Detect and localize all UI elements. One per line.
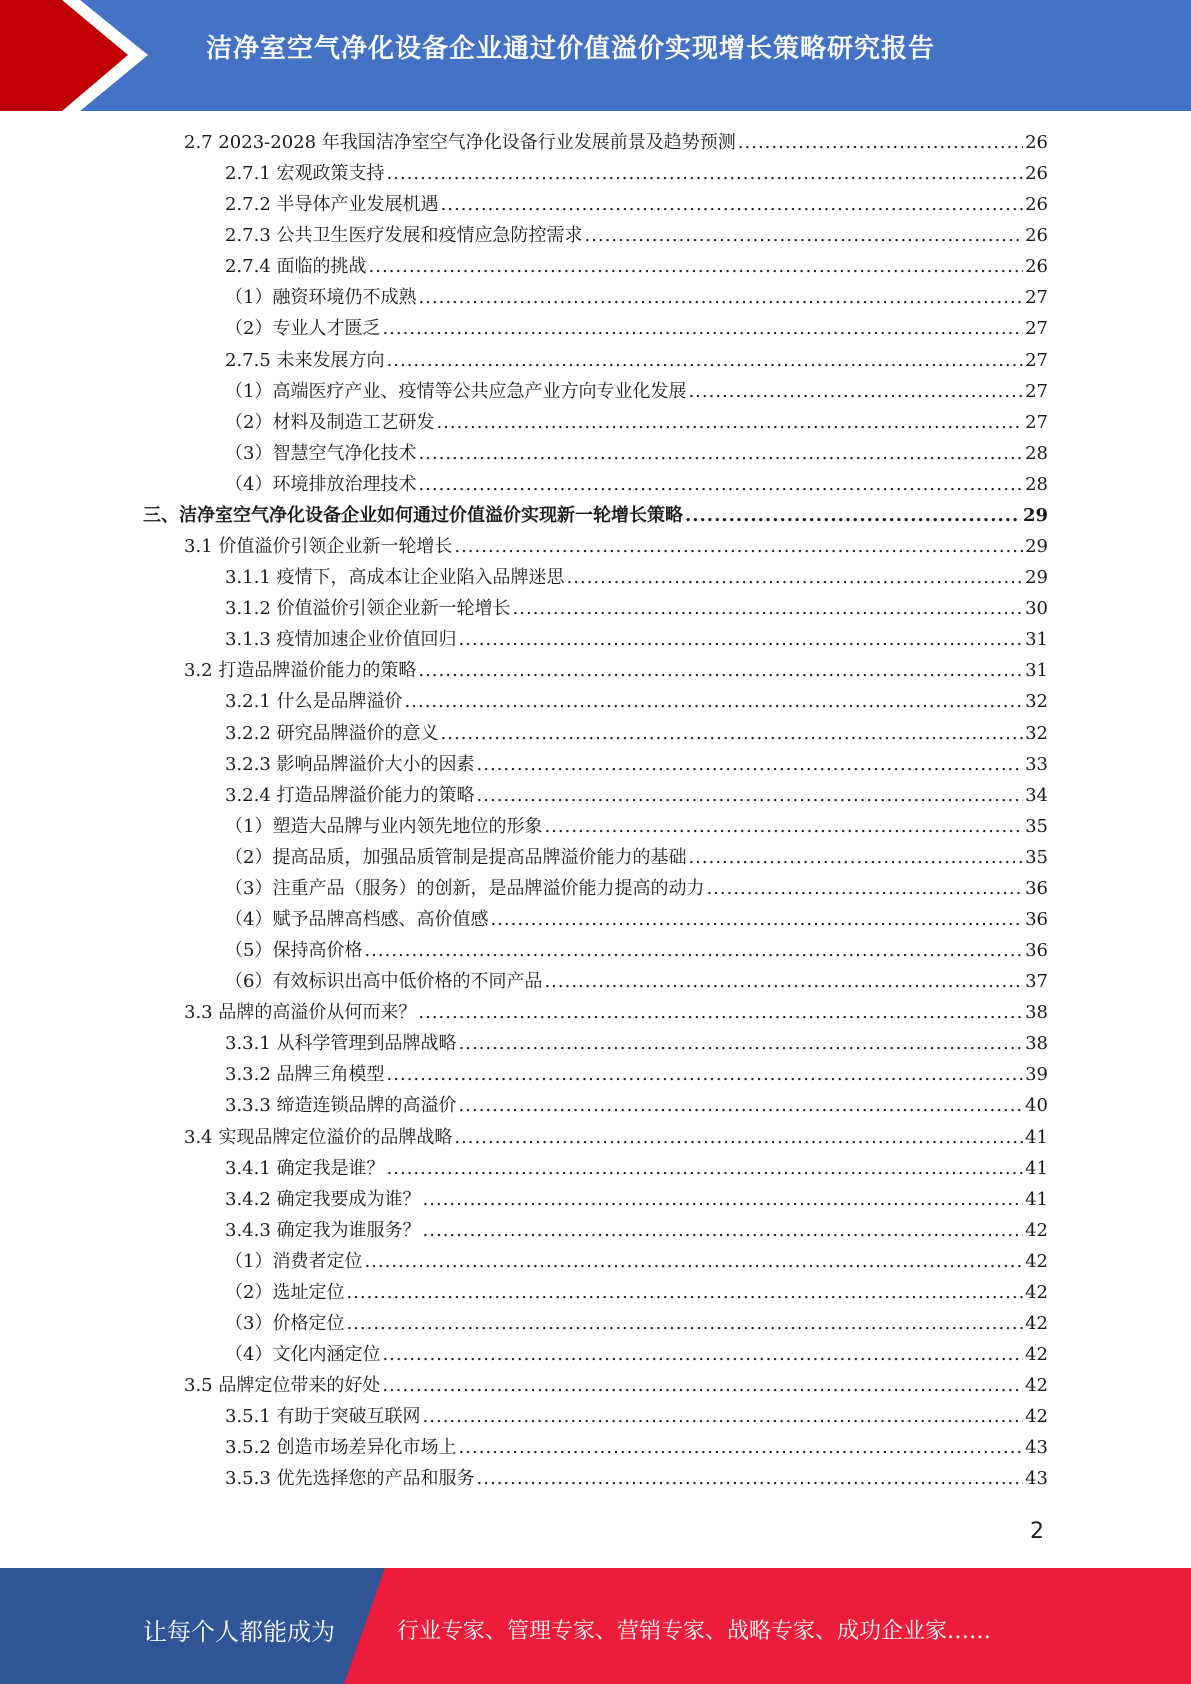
toc-entry-label: 3.5.3 优先选择您的产品和服务 — [225, 1468, 475, 1489]
toc-dot-leader — [544, 966, 1023, 997]
toc-dot-leader — [688, 842, 1023, 873]
toc-entry[interactable] — [225, 873, 1048, 904]
toc-entry-label: 3.2.3 影响品牌溢价大小的因素 — [225, 754, 475, 775]
toc-entry[interactable] — [225, 313, 1048, 344]
toc-entry[interactable] — [225, 935, 1048, 966]
toc-entry-page: 28 — [1025, 443, 1048, 464]
toc-dot-leader — [369, 251, 1024, 282]
toc-entry-page: 42 — [1025, 1344, 1048, 1365]
toc-entry[interactable] — [225, 1277, 1048, 1308]
toc-entry-page: 42 — [1025, 1406, 1048, 1427]
toc-entry[interactable] — [225, 1463, 1048, 1494]
toc-entry-page: 31 — [1025, 660, 1048, 681]
page-header — [0, 0, 1191, 111]
toc-dot-leader — [418, 438, 1023, 469]
toc-dot-leader — [346, 1277, 1023, 1308]
toc-entry-label: （3）智慧空气净化技术 — [225, 443, 417, 464]
toc-entry-page: 42 — [1025, 1251, 1048, 1272]
toc-entry-page: 27 — [1025, 287, 1048, 308]
toc-entry[interactable] — [225, 282, 1048, 313]
toc-entry-label: 3.3.2 品牌三角模型 — [225, 1064, 385, 1085]
toc-entry-label: 3.2.4 打造品牌溢价能力的策略 — [225, 785, 475, 806]
toc-entry-label: 三、洁净室空气净化设备企业如何通过价值溢价实现新一轮增长策略 — [143, 505, 683, 526]
toc-dot-leader — [387, 345, 1024, 376]
toc-entry-page: 29 — [1022, 505, 1048, 526]
toc-entry[interactable] — [225, 1184, 1048, 1215]
toc-entry-page: 26 — [1025, 132, 1048, 153]
toc-entry[interactable] — [143, 500, 1048, 531]
toc-entry-label: （4）环境排放治理技术 — [225, 474, 417, 495]
toc-entry[interactable] — [225, 1246, 1048, 1277]
toc-entry[interactable] — [225, 189, 1048, 220]
toc-entry[interactable] — [225, 158, 1048, 189]
footer-slogan: 让每个人都能成为 — [143, 1618, 335, 1646]
toc-entry-label: 3.4 实现品牌定位溢价的品牌战略 — [184, 1127, 453, 1148]
toc-entry[interactable] — [225, 407, 1048, 438]
toc-entry[interactable] — [184, 1122, 1048, 1153]
toc-entry-label: 2.7.4 面临的挑战 — [225, 256, 367, 277]
toc-entry-page: 37 — [1025, 971, 1048, 992]
toc-entry[interactable] — [225, 1432, 1048, 1463]
toc-entry-page: 27 — [1025, 318, 1048, 339]
toc-entry-page: 32 — [1025, 723, 1048, 744]
toc-dot-leader — [513, 593, 1024, 624]
toc-entry-label: 3.3.1 从科学管理到品牌战略 — [225, 1033, 457, 1054]
toc-entry-page: 43 — [1025, 1437, 1048, 1458]
toc-entry-page: 33 — [1025, 754, 1048, 775]
toc-entry-page: 28 — [1025, 474, 1048, 495]
toc-entry[interactable] — [225, 1028, 1048, 1059]
toc-entry-page: 27 — [1025, 412, 1048, 433]
toc-entry-label: 2.7.3 公共卫生医疗发展和疫情应急防控需求 — [225, 225, 583, 246]
toc-entry-label: （2）选址定位 — [225, 1282, 345, 1303]
toc-dot-leader — [706, 873, 1023, 904]
toc-entry-page: 29 — [1025, 567, 1048, 588]
toc-dot-leader — [423, 1401, 1024, 1432]
toc-entry-page: 42 — [1025, 1313, 1048, 1334]
toc-entry-page: 38 — [1025, 1002, 1048, 1023]
toc-entry[interactable] — [225, 1339, 1048, 1370]
toc-entry[interactable] — [225, 1059, 1048, 1090]
toc-entry[interactable] — [184, 655, 1048, 686]
toc-entry-page: 41 — [1025, 1189, 1048, 1210]
toc-entry[interactable] — [225, 438, 1048, 469]
toc-dot-leader — [477, 749, 1024, 780]
toc-entry[interactable] — [225, 593, 1048, 624]
toc-entry-label: 3.5.2 创造市场差异化市场上 — [225, 1437, 457, 1458]
toc-entry[interactable] — [225, 904, 1048, 935]
toc-dot-leader — [423, 1184, 1024, 1215]
toc-entry-page: 29 — [1025, 536, 1048, 557]
toc-entry-page: 38 — [1025, 1033, 1048, 1054]
toc-entry-page: 31 — [1025, 629, 1048, 650]
toc-entry-label: 3.4.2 确定我要成为谁？ — [225, 1189, 421, 1210]
toc-entry-label: 3.1.1 疫情下，高成本让企业陷入品牌迷思 — [225, 567, 565, 588]
toc-entry[interactable] — [225, 1308, 1048, 1339]
toc-entry[interactable] — [225, 251, 1048, 282]
toc-entry-page: 35 — [1025, 816, 1048, 837]
toc-entry-page: 34 — [1025, 785, 1048, 806]
toc-entry-label: 3.1.2 价值溢价引领企业新一轮增长 — [225, 598, 511, 619]
toc-dot-leader — [477, 1463, 1024, 1494]
toc-dot-leader — [688, 376, 1023, 407]
toc-entry[interactable] — [225, 469, 1048, 500]
toc-entry-label: 3.4.3 确定我为谁服务？ — [225, 1220, 421, 1241]
toc-entry-label: （1）高端医疗产业、疫情等公共应急产业方向专业化发展 — [225, 381, 687, 402]
toc-entry-label: 3.2.1 什么是品牌溢价 — [225, 691, 403, 712]
toc-entry[interactable] — [225, 686, 1048, 717]
toc-dot-leader — [477, 780, 1024, 811]
toc-entry[interactable] — [225, 842, 1048, 873]
toc-entry-page: 42 — [1025, 1375, 1048, 1396]
toc-entry-label: （1）塑造大品牌与业内领先地位的形象 — [225, 816, 543, 837]
toc-dot-leader — [441, 718, 1024, 749]
footer-roles: 行业专家、管理专家、营销专家、战略专家、成功企业家…… — [397, 1619, 992, 1644]
toc-entry[interactable] — [184, 531, 1048, 562]
toc-entry-page: 39 — [1025, 1064, 1048, 1085]
toc-dot-leader — [441, 189, 1024, 220]
toc-dot-leader — [346, 1308, 1023, 1339]
page-number: 2 — [1030, 1519, 1044, 1544]
toc-entry-label: （4）赋予品牌高档感、高价值感 — [225, 909, 489, 930]
toc-entry-label: 2.7 2023-2028 年我国洁净室空气净化设备行业发展前景及趋势预测 — [184, 132, 736, 153]
toc-dot-leader — [454, 1122, 1023, 1153]
toc-dot-leader — [459, 1432, 1024, 1463]
toc-entry-page: 41 — [1025, 1127, 1048, 1148]
toc-entry-label: 2.7.5 未来发展方向 — [225, 350, 385, 371]
toc-entry-page: 42 — [1025, 1282, 1048, 1303]
toc-entry-page: 42 — [1025, 1220, 1048, 1241]
toc-entry-label: （2）专业人才匮乏 — [225, 318, 381, 339]
toc-entry[interactable] — [225, 966, 1048, 997]
toc-entry-page: 27 — [1025, 381, 1048, 402]
toc-entry-label: （6）有效标识出高中低价格的不同产品 — [225, 971, 543, 992]
toc-entry-label: 2.7.2 半导体产业发展机遇 — [225, 194, 439, 215]
toc-entry[interactable] — [225, 624, 1048, 655]
page-footer — [0, 1568, 1191, 1684]
toc-entry-label: 3.1.3 疫情加速企业价值回归 — [225, 629, 457, 650]
toc-entry[interactable] — [225, 562, 1048, 593]
toc-entry-page: 26 — [1025, 225, 1048, 246]
toc-entry-label: 3.3.3 缔造连锁品牌的高溢价 — [225, 1095, 457, 1116]
toc-entry-label: （2）提高品质，加强品质管制是提高品牌溢价能力的基础 — [225, 847, 687, 868]
toc-entry[interactable] — [225, 811, 1048, 842]
toc-dot-leader — [418, 469, 1023, 500]
toc-dot-leader — [387, 1153, 1024, 1184]
toc-entry-page: 26 — [1025, 194, 1048, 215]
toc-dot-leader — [459, 1028, 1024, 1059]
toc-entry-page: 36 — [1025, 909, 1048, 930]
toc-entry-page: 32 — [1025, 691, 1048, 712]
toc-entry[interactable] — [225, 1153, 1048, 1184]
toc-entry[interactable] — [184, 1370, 1048, 1401]
toc-entry-page: 27 — [1025, 350, 1048, 371]
toc-dot-leader — [364, 1246, 1023, 1277]
toc-dot-leader — [418, 655, 1023, 686]
toc-entry[interactable] — [225, 345, 1048, 376]
toc-entry-label: 3.2 打造品牌溢价能力的策略 — [184, 660, 417, 681]
toc-entry-page: 26 — [1025, 163, 1048, 184]
toc-entry-label: （4）文化内涵定位 — [225, 1344, 381, 1365]
toc-entry[interactable] — [225, 780, 1048, 811]
toc-dot-leader — [382, 1339, 1023, 1370]
toc-entry-label: 3.1 价值溢价引领企业新一轮增长 — [184, 536, 453, 557]
toc-entry-label: （1）消费者定位 — [225, 1251, 363, 1272]
toc-entry-label: （1）融资环境仍不成熟 — [225, 287, 417, 308]
toc-entry[interactable] — [225, 220, 1048, 251]
toc-entry[interactable] — [225, 1090, 1048, 1121]
toc-entry-label: 3.5 品牌定位带来的好处 — [184, 1375, 381, 1396]
toc-entry[interactable] — [225, 1401, 1048, 1432]
toc-entry-page: 35 — [1025, 847, 1048, 868]
toc-entry-label: （3）注重产品（服务）的创新，是品牌溢价能力提高的动力 — [225, 878, 705, 899]
toc-entry-page: 36 — [1025, 878, 1048, 899]
toc-dot-leader — [387, 158, 1024, 189]
toc-dot-leader — [364, 935, 1023, 966]
toc-entry-label: （3）价格定位 — [225, 1313, 345, 1334]
toc-entry[interactable] — [225, 718, 1048, 749]
toc-dot-leader — [567, 562, 1024, 593]
toc-dot-leader — [585, 220, 1024, 251]
toc-entry-label: （5）保持高价格 — [225, 940, 363, 961]
toc-entry-page: 30 — [1025, 598, 1048, 619]
toc-dot-leader — [685, 500, 1021, 531]
toc-entry[interactable] — [184, 997, 1048, 1028]
toc-entry-page: 36 — [1025, 940, 1048, 961]
toc-dot-leader — [490, 904, 1023, 935]
toc-dot-leader — [423, 1215, 1024, 1246]
toc-entry-label: （2）材料及制造工艺研发 — [225, 412, 435, 433]
toc-dot-leader — [436, 407, 1023, 438]
toc-entry[interactable] — [184, 127, 1048, 158]
toc-dot-leader — [738, 127, 1023, 158]
toc-entry-label: 3.4.1 确定我是谁？ — [225, 1158, 385, 1179]
toc-dot-leader — [454, 531, 1023, 562]
toc-dot-leader — [418, 282, 1023, 313]
toc-dot-leader — [459, 624, 1024, 655]
toc-entry-label: 3.3 品牌的高溢价从何而来？ — [184, 1002, 417, 1023]
toc-entry[interactable] — [225, 1215, 1048, 1246]
toc-dot-leader — [382, 1370, 1023, 1401]
toc-dot-leader — [405, 686, 1024, 717]
toc-dot-leader — [459, 1090, 1024, 1121]
toc-entry[interactable] — [225, 376, 1048, 407]
toc-entry[interactable] — [225, 749, 1048, 780]
report-title: 洁净室空气净化设备企业通过价值溢价实现增长策略研究报告 — [206, 34, 936, 64]
toc-entry-page: 43 — [1025, 1468, 1048, 1489]
toc-entry-label: 3.2.2 研究品牌溢价的意义 — [225, 723, 439, 744]
toc-entry-page: 26 — [1025, 256, 1048, 277]
toc-dot-leader — [387, 1059, 1024, 1090]
toc-dot-leader — [418, 997, 1023, 1028]
toc-dot-leader — [544, 811, 1023, 842]
toc-dot-leader — [382, 313, 1023, 344]
toc-entry-label: 2.7.1 宏观政策支持 — [225, 163, 385, 184]
toc-entry-page: 41 — [1025, 1158, 1048, 1179]
toc-entry-label: 3.5.1 有助于突破互联网 — [225, 1406, 421, 1427]
toc-entry-page: 40 — [1025, 1095, 1048, 1116]
